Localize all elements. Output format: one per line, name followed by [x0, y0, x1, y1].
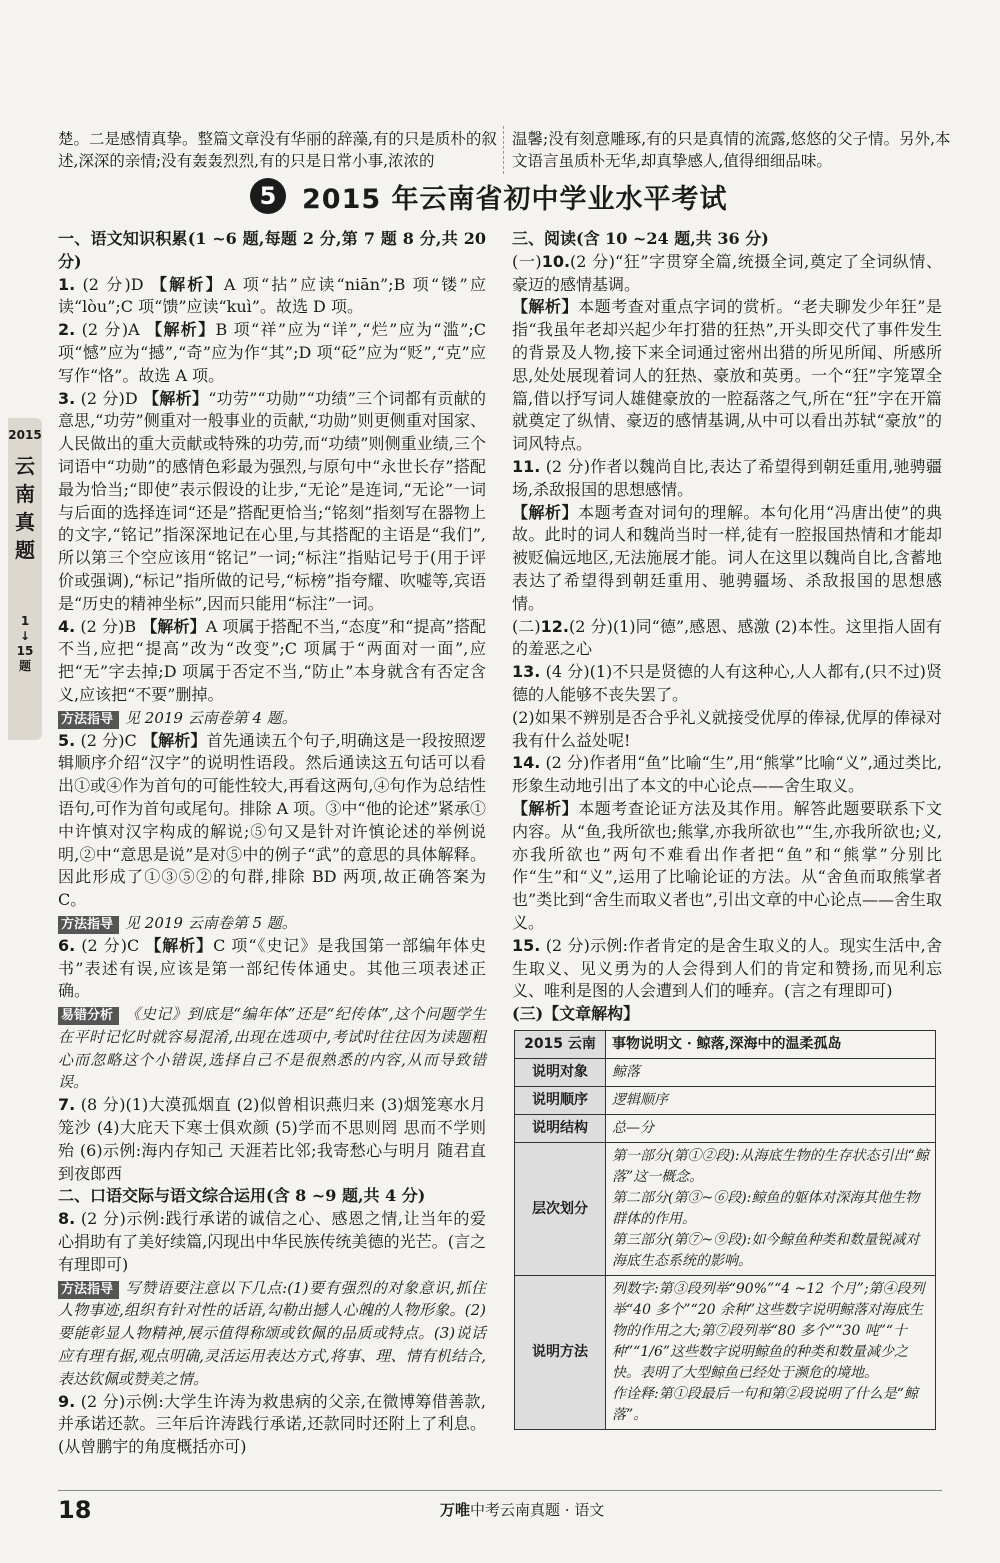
- answer-q4: 4. (2 分)B 【解析】A 项属于搭配不当,“态度”和“提高”搭配不当,应把“提高”改为“改变”;C 项属于“两面对一面”,应把“无”字去掉;D 项属于否定不当,“防止”本身就含有否定含义,应该把“不要”删掉。: [58, 616, 486, 704]
- answer-q7: 7. (8 分)(1)大漠孤烟直 (2)似曾相识燕归来 (3)烟笼寒水月笼沙 (4)大庇天下寒士俱欢颜 (5)学而不思则罔 思而不学则殆 (6)示例:海内存知己 天涯若比邻;我寄愁心与明月 随君直到夜郎西: [58, 1095, 486, 1183]
- answer-q8: 8. (2 分)示例:践行承诺的诚信之心、感恩之情,让当年的爱心捐助有了美好续篇,闪现出中华民族传统美德的光芒。(言之有理即可): [58, 1209, 486, 1274]
- column-divider: [503, 126, 504, 174]
- top-right-text: 温馨;没有刻意雕琢,有的只是真情的流露,悠悠的父子情。另外,本文语言虽质朴无华,却真挚感人,值得细细品味。: [512, 130, 951, 170]
- method-tip: 方法指导 写赞语要注意以下几点:(1)要有强烈的对象意识,抓住人物事迹,组织有针对性的话语,勾勒出撼人心魄的人物形象。(2)要能彰显人物精神,展示值得称颂或钦佩的品质或特点。(3)说话应有理有据,观点明确,灵活运用表达方式,将事、理、情有机结合,表达钦佩或赞美之情。: [58, 1278, 486, 1388]
- page-title: 2015 年云南省初中学业水平考试: [302, 183, 728, 215]
- answer-q15: 15. (2 分)示例:作者肯定的是舍生取义的人。现实生活中,舍生取义、见义勇为的人会得到人们的肯定和赞扬,而见利忘义、唯利是图的人会遭到人们的唾弃。(言之有理即可): [512, 935, 942, 1001]
- page-number: 18: [58, 1496, 92, 1524]
- table-row: 说明顺序 逻辑顺序: [515, 1087, 936, 1115]
- answer-q14: 14. (2 分)作者用“鱼”比喻“生”,用“熊掌”比喻“义”,通过类比,形象生动地引出了本文的中心论点——舍生取义。: [512, 753, 942, 796]
- answer-q12: (二)12.(2 分)(1)同“德”,感恩、感激 (2)本性。这里指人固有的羞恶之心: [512, 616, 942, 659]
- side-tab-year: 2015: [8, 428, 42, 442]
- table-row: 说明结构 总—分: [515, 1115, 936, 1143]
- answer-q11: 11. (2 分)作者以魏尚自比,表达了希望得到朝廷重用,驰骋疆场,杀敌报国的思想感情。: [512, 456, 942, 499]
- section-heading: 二、口语交际与语文综合运用(含 8 ~9 题,共 4 分): [58, 1186, 426, 1206]
- analysis-q14: 【解析】本题考查论证方法及其作用。解答此题要联系下文内容。从“鱼,我所欲也;熊掌,亦我所欲也”“生,亦我所欲也;义,亦我所欲也”两句不难看出作者把“鱼”和“熊掌”分别比作“生”和“义”,运用了比喻论证的方法。从“舍鱼而取熊掌者也”类比到“舍生而取义者也”,引出文章的中心论点——舍生取义。: [512, 798, 942, 932]
- section-heading: (三)【文章解构】: [512, 1004, 640, 1024]
- section-heading: 三、阅读(含 10 ~24 题,共 36 分): [512, 229, 769, 248]
- answer-q1: 1. (2 分)D 【解析】A 项“拈”应读“niān”;B 项“镂”应读“lòu”;C 项“馈”应读“kuì”。故选 D 项。: [58, 274, 486, 317]
- side-tab-label: 云 南 真 题: [15, 454, 35, 562]
- top-left-text: 楚。二是感情真挚。整篇文章没有华丽的辞藻,有的只是质朴的叙述,深深的亲情;没有轰轰烈烈,有的只是日常小事,浓浓的: [58, 130, 497, 170]
- method-tip: 方法指导 见 2019 云南卷第 5 题。: [58, 912, 486, 935]
- error-analysis-tip: 易错分析 《史记》到底是“编年体”还是“纪传体”,这个问题学生在平时记忆时就容易混淆,出现在选项中,考试时往往因为读题粗心而忽略这个小错误,选择自己不是很熟悉的内容,从而导致错误。: [58, 1005, 486, 1092]
- answer-q3: 3. (2 分)D 【解析】“功劳”“功勋”“功绩”三个词都有贡献的意思,“功劳”侧重对一般事业的贡献,“功勋”则更侧重对国家、人民做出的重大贡献或特殊的功劳,而“功绩”则侧重业绩,三个词语中“功勋”的感情色彩最为强烈,与原句中“永世长存”搭配最为恰当;“即使”表示假设的让步,“无论”是连词,“无论”一词与后面的选择连词“还是”搭配更恰当;“铭刻”指刻写在器物上的文字,“铭记”指深深地记在心里,与其搭配的主语是“我们”,所以第三个空应该用“铭记”一词;“标注”指贴记号于(用于评价或强调),“标记”指所做的记号,“标榜”指夸耀、吹嘘等,宾语是“历史的精神坐标”,因而只能用“标注”一词。: [58, 388, 486, 613]
- answer-q9: 9. (2 分)示例:大学生许涛为救患病的父亲,在微博筹借善款,并承诺还款。三年后许涛践行承诺,还款同时还附上了利息。(从曾鹏宇的角度概括亦可): [58, 1391, 486, 1457]
- answer-q5: 5. (2 分)C 【解析】首先通读五个句子,明确这是一段按照逻辑顺序介绍“汉字”的说明性语段。然后通读这五句话可以看出①或④作为首句的可能性较大,再看这两句,④句作为总结性语句,可作为首句或尾句。排除 A 项。③中“他的论述”紧承①中许慎对汉字构成的解说;⑤句又是针对许慎论述的举例说明,②中“意思是说”是对⑤中的例子“武”的意思的具体解释。因此形成了①③⑤②的句群,排除 BD 两项,故正确答案为 C。: [58, 730, 486, 910]
- analysis-q10: 【解析】本题考查对重点字词的赏析。“老夫聊发少年狂”是指“我虽年老却兴起少年打猎的狂热”,开头即交代了事件发生的背景及人物,接下来全词通过密州出猎的所见所闻、所感所思,处处展现着词人的狂热、豪放和英勇。一个“狂”字笼罩全篇,借以抒写词人雄健豪放的一腔磊落之气,所在“狂”字在开篇就奠定了纵情、豪迈的感情基调,从中可以看出苏轼“豪放”的词风特点。: [512, 297, 942, 454]
- table-row: 层次划分 第一部分(第①②段):从海底生物的生存状态引出“鲸落”这一概念。 第二部分(第③~⑥段):鲸鱼的躯体对深海其他生物群体的作用。 第三部分(第⑦~⑨段):如今鲸鱼种类和数量锐减对海底生态系统的影响。: [515, 1143, 936, 1276]
- right-column: [512, 228, 942, 1026]
- section-number-badge: 5: [250, 178, 286, 214]
- section-heading: 一、语文知识积累(1 ~6 题,每题 2 分,第 7 题 8 分,共 20 分): [58, 229, 486, 271]
- article-structure-table: [514, 1030, 936, 1430]
- exam-title: [250, 176, 770, 216]
- footer-divider: [58, 1490, 942, 1491]
- table-row: 说明对象 鲸落: [515, 1059, 936, 1087]
- brand-logo: 万唯: [440, 1501, 471, 1519]
- table-header-row: 2015 云南 事物说明文 · 鲸落,深海中的温柔孤岛: [515, 1031, 936, 1059]
- left-column: [58, 228, 486, 1459]
- analysis-q11: 【解析】本题考查对词句的理解。本句化用“冯唐出使”的典故。此时的词人和魏尚当时一样,徒有一腔报国热情和才能却被贬偏远地区,无法施展才能。词人在这里以魏尚自比,含蓄地表达了希望得到朝廷重用、驰骋疆场、杀敌报国的思想感情。: [512, 502, 942, 613]
- answer-q10: (一)10.(2 分)“狂”字贯穿全篇,统摄全词,奠定了全词纵情、豪迈的感情基调。: [512, 251, 942, 294]
- answer-q2: 2. (2 分)A 【解析】B 项“祥”应为“详”,“烂”应为“滥”;C 项“憾”应为“撼”,“奇”应为作“其”;D 项“砭”应为“贬”,“克”应写作“恪”。故选 A 项。: [58, 320, 486, 385]
- method-tip: 方法指导 见 2019 云南卷第 4 题。: [58, 707, 486, 730]
- side-tab: [8, 418, 42, 740]
- answer-q6: 6. (2 分)C 【解析】C 项“《史记》是我国第一部编年体史书”表述有误,应该是第一部纪传体通史。其他三项表述正确。: [58, 935, 486, 1001]
- answer-q13-part2: (2)如果不辨别是否合乎礼义就接受优厚的俸禄,优厚的俸禄对我有什么益处呢!: [512, 707, 942, 750]
- table-row: 说明方法 列数字:第③段列举“90%”“4 ~12 个月”;第④段列举“40 多个”“20 余种”这些数字说明鲸落对海底生物的作用之大;第⑦段列举“80 多个”“30 吨”“十种”“1/6”这些数字说明鲸鱼的种类和数量减少之快。表明了大型鲸鱼已经处于濒危的境地。 作诠释:第①段最后一句和第②段说明了什么是“鲸落”。: [515, 1276, 936, 1430]
- answer-q13: 13. (4 分)(1)不只是贤德的人有这种心,人人都有,(只不过)贤德的人能够不丧失罢了。: [512, 662, 942, 704]
- footer-text: 万唯中考云南真题 · 语文: [440, 1501, 605, 1519]
- side-tab-range: 1 ↓ 15 题: [16, 614, 34, 673]
